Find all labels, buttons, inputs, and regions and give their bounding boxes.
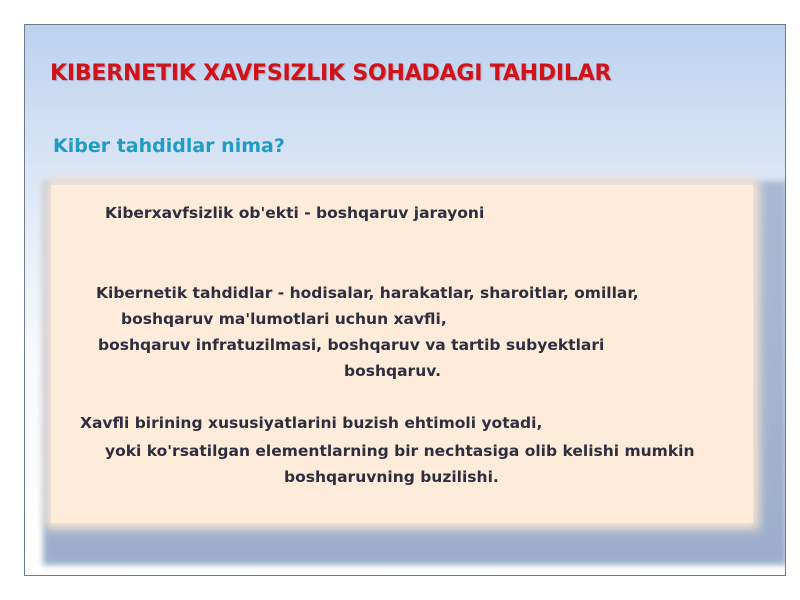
body-line-object: Kiberxavfsizlik ob'ekti - boshqaruv jarayoni [105,204,485,222]
body-threats-line-1: Kibernetik tahdidlar - hodisalar, harakatlar, sharoitlar, omillar, [96,284,639,302]
body-threats-line-2: boshqaruv ma'lumotlari uchun xavfli, [121,310,447,328]
body-danger-line-2: yoki ko'rsatilgan elementlarning bir nechtasiga olib kelishi mumkin [105,442,695,460]
body-danger-line-3: boshqaruvning buzilishi. [284,468,499,486]
slide [24,24,786,576]
body-threats-line-3: boshqaruv infratuzilmasi, boshqaruv va tartib subyektlari [98,336,605,354]
body-danger-line-1: Xavfli birining xususiyatlarini buzish ehtimoli yotadi, [80,414,543,432]
body-threats-line-4: boshqaruv. [344,362,441,380]
slide-title: KIBERNETIK XAVFSIZLIK SOHADAGI TAHDILAR [50,61,612,86]
slide-subtitle: Kiber tahdidlar nima? [53,135,285,157]
